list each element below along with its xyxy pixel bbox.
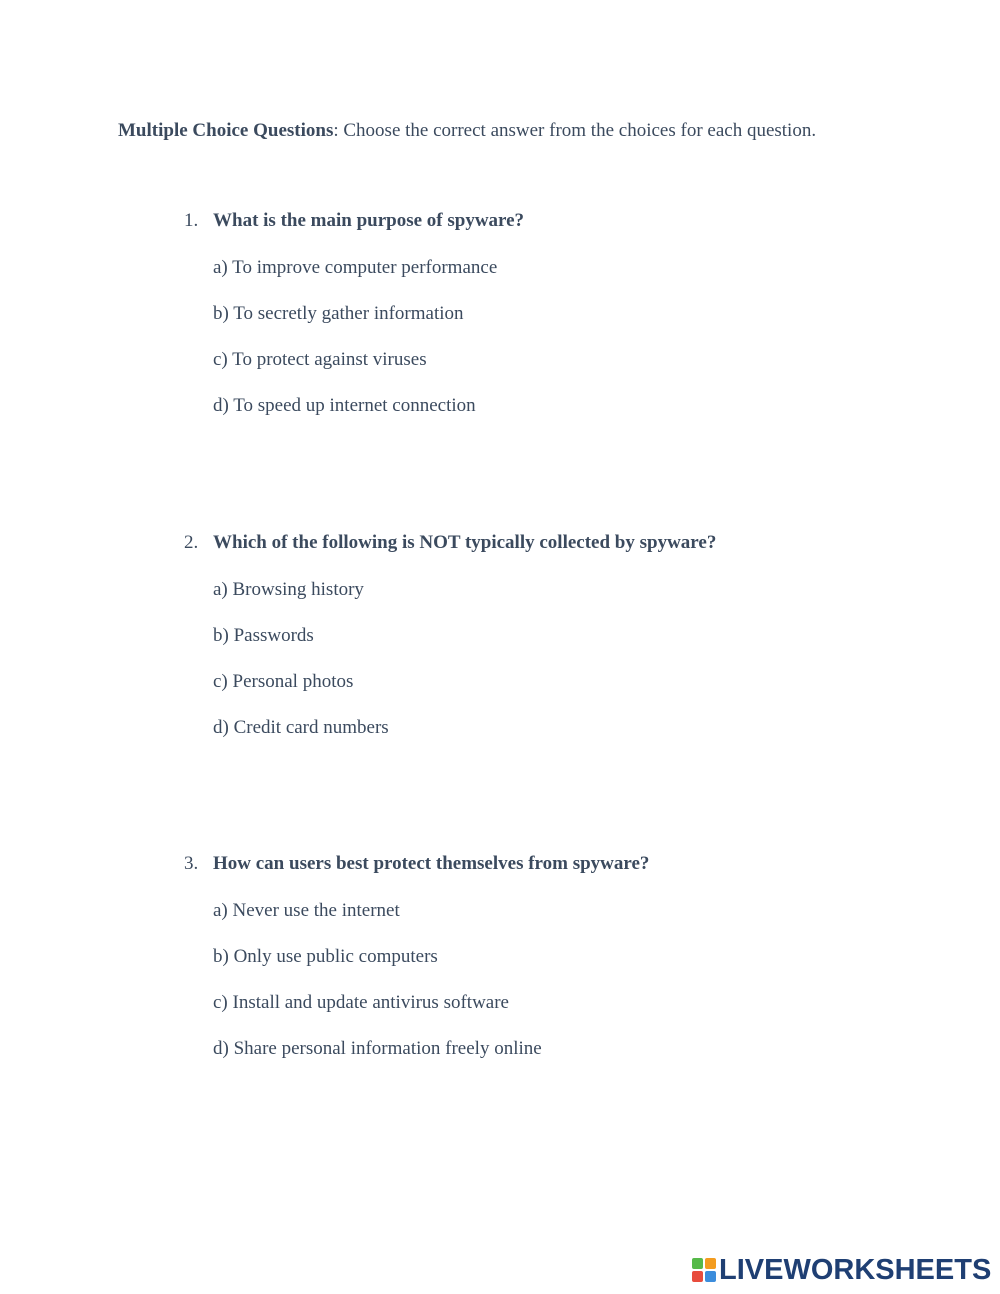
answer-option-b[interactable]: b) To secretly gather information: [213, 303, 464, 324]
answer-option-a[interactable]: a) To improve computer performance: [213, 257, 498, 278]
answer-options: [213, 578, 904, 762]
answer-option-b[interactable]: b) Passwords: [213, 625, 314, 646]
answer-option-d[interactable]: d) Share personal information freely online: [213, 1038, 542, 1059]
question-number: 2.: [184, 532, 199, 553]
answer-option-d[interactable]: d) Credit card numbers: [213, 717, 389, 738]
answer-option-c[interactable]: c) To protect against viruses: [213, 349, 427, 370]
question-3: [184, 853, 904, 1083]
question-number: 1.: [184, 210, 199, 231]
logo-square-red: [692, 1271, 703, 1282]
question-line: [184, 532, 904, 568]
question-text: Which of the following is NOT typically collected by spyware?: [213, 532, 717, 553]
question-1: [184, 210, 904, 440]
answer-option-a[interactable]: a) Browsing history: [213, 579, 364, 600]
question-number: 3.: [184, 853, 199, 874]
liveworksheets-logo-icon: [692, 1258, 716, 1282]
question-2: [184, 532, 904, 762]
question-line: [184, 210, 904, 246]
answer-option-a[interactable]: a) Never use the internet: [213, 900, 400, 921]
instructions: [118, 112, 878, 149]
answer-option-d[interactable]: d) To speed up internet connection: [213, 395, 476, 416]
question-text: What is the main purpose of spyware?: [213, 210, 525, 231]
answer-option-b[interactable]: b) Only use public computers: [213, 946, 438, 967]
logo-square-blue: [705, 1271, 716, 1282]
question-line: [184, 853, 904, 889]
question-text: How can users best protect themselves from spyware?: [213, 853, 650, 874]
answer-option-c[interactable]: c) Install and update antivirus software: [213, 992, 509, 1013]
liveworksheets-brand: [692, 1253, 991, 1287]
answer-options: [213, 256, 904, 440]
answer-options: [213, 899, 904, 1083]
instructions-heading: Multiple Choice Questions: [118, 120, 334, 141]
brand-name: LIVEWORKSHEETS: [719, 1253, 992, 1286]
answer-option-c[interactable]: c) Personal photos: [213, 671, 354, 692]
logo-square-orange: [705, 1258, 716, 1269]
logo-square-green: [692, 1258, 703, 1269]
instructions-text: : Choose the correct answer from the choices for each question.: [333, 120, 817, 141]
